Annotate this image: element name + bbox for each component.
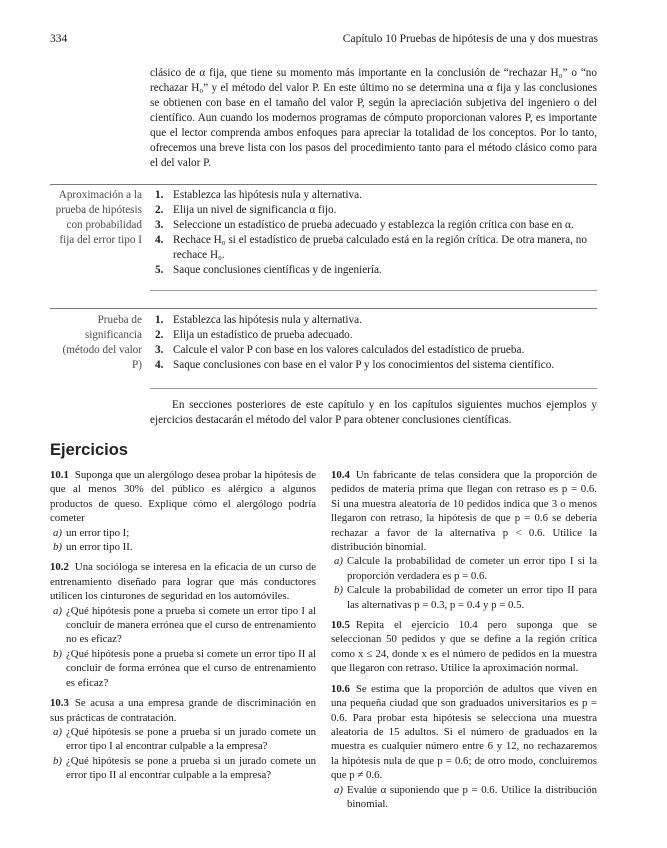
intro-line: subjetiva del ingeniero o del científico. Aun cuando los modernos programas de cómputo: [150, 97, 597, 124]
fixed-alpha-label: Aproximación a la prueba de hipótesis con probabilidad fija del error tipo I: [55, 189, 142, 246]
closing-paragraph: En secciones posteriores de este capítulo y en los capítulos siguientes muchos ejemplos y ejercicios destacarán el método del valor P para obtener conclusiones científicas.: [150, 399, 597, 426]
exercise-text: Se estima que la proporción de adultos que viven en una pequeña ciudad que son graduados universitarios es p = 0.6. Para probar esta hipótesis se selecciona una muestra aleatoria de 15 adultos. Si el número de graduados en la muestra es cualquier número entre 6 y 12, no rechazaremos la hipótesis nula de que p = 0.6; de otro modo, concluiremos que p ≠ 0.6.: [331, 682, 597, 782]
intro-line: pasos del procedimiento tanto para el método clásico como para el del valor P.: [150, 142, 598, 169]
step-item: [150, 313, 597, 328]
intro-line: y las conclusiones se obtienen con base en el tamaño del valor P, según la apreciación: [150, 82, 597, 109]
part-text: un error tipo I;: [66, 526, 130, 539]
exercise-text: Un fabricante de telas considera que la proporción de pedidos de materia prima que llegan con retraso es p = 0.6. Si una muestra aleatoria de 10 pedidos indica que 3 o menos llegaron con retraso, la hipótesis de que p = 0.6 se debería rechazar a favor de la alternativa p < 0.6. Utilice la distribución binomial.: [331, 469, 597, 554]
step-item: [150, 343, 597, 358]
part-text: Calcule la probabilidad de cometer un error tipo I si la proporción verdadera es p = 0.6.: [347, 555, 597, 582]
step-number: 1.: [155, 189, 164, 201]
exercise-10-5: [331, 618, 597, 676]
step-item: [150, 218, 597, 233]
exercise-part: [50, 604, 316, 647]
step-item: [150, 203, 597, 218]
exercise-number: 10.5: [331, 619, 350, 632]
step-number: 4.: [155, 234, 164, 246]
part-label: a): [334, 555, 343, 568]
exercise-10-2: [50, 560, 316, 690]
part-label: a): [334, 783, 343, 796]
intro-line: clásico de α fija, que tiene su momento más importante en la conclusión de “rechazar: [150, 67, 547, 79]
part-label: a): [53, 604, 62, 617]
intro-paragraph: [150, 66, 597, 171]
step-number: 5.: [155, 264, 164, 276]
exercise-10-6: [331, 682, 597, 812]
exercise-part: [331, 554, 597, 583]
step-text: Rechace H₀ si el estadístico de prueba calculado está en la región crítica. De otra manera, no rechace H₀.: [173, 234, 587, 261]
exercise-part: [50, 647, 316, 690]
part-text: Calcule la probabilidad de cometer un error tipo II para las alternativas p = 0.3, p = 0.4 y p = 0.5.: [347, 584, 597, 611]
part-text: ¿Qué hipótesis se pone a prueba si un jurado comete un error tipo II al encontrar culpable a la empresa?: [66, 754, 316, 782]
step-text: Saque conclusiones científicas y de ingeniería.: [173, 264, 382, 276]
step-number: 3.: [155, 219, 164, 231]
exercise-part: [50, 526, 316, 540]
part-text: ¿Qué hipótesis pone a prueba si comete un error tipo II al concluir de forma errónea que el curso de entrenamiento es eficaz?: [66, 647, 316, 689]
exercise-10-3: [50, 696, 316, 782]
page-number: 334: [50, 33, 68, 45]
step-text: Establezca las hipótesis nula y alternativa.: [173, 189, 362, 201]
exercise-10-1: [50, 468, 316, 554]
exercise-10-4: [331, 468, 597, 612]
step-text: Establezca las hipótesis nula y alternativa.: [173, 314, 362, 326]
intro-line: apreciar la totalidad de los conceptos. Por lo tanto, ofrecemos una breve lista con los: [150, 127, 597, 154]
exercise-number: 10.4: [331, 469, 350, 481]
fixed-alpha-steps: [150, 188, 597, 278]
section-title: Ejercicios: [50, 441, 128, 459]
part-label: b): [53, 754, 62, 767]
exercise-text: Repita el ejercicio 10.4 pero suponga que se seleccionan 50 pedidos y que se define a la región crítica como x ≤ 24, donde x es el número de pedidos en la muestra que llegaron con retraso. Utilice la aproximación normal.: [331, 619, 597, 675]
exercise-part: [331, 583, 597, 612]
step-item: [150, 233, 597, 263]
box2-bottom-rule: [150, 388, 597, 389]
exercises-right-column: [331, 468, 597, 817]
intro-line: H₀” o “no rechazar H₀” y el método del valor P. En este último no se determina una α fija: [150, 67, 597, 94]
part-text: ¿Qué hipótesis pone a prueba si comete un error tipo I al concluir de manera errónea que el curso de entrenamiento no es eficaz?: [66, 604, 317, 646]
step-item: [150, 188, 597, 203]
step-number: 3.: [155, 344, 164, 356]
part-text: Evalúe α suponiendo que p = 0.6. Utilice la distribución binomial.: [347, 783, 597, 810]
step-text: Elija un nivel de significancia α fijo.: [173, 204, 337, 216]
exercise-number: 10.2: [50, 561, 69, 574]
exercise-text: Suponga que un alergólogo desea probar la hipótesis de que al menos 30% del público es alérgico a algunos productos de queso. Explique cómo el alergólogo podría cometer: [50, 469, 316, 525]
step-item: [150, 263, 597, 278]
part-text: un error tipo II.: [66, 541, 133, 554]
exercise-part: [331, 783, 597, 812]
step-number: 4.: [155, 359, 164, 371]
part-label: b): [53, 541, 62, 554]
chapter-title: Capítulo 10 Pruebas de hipótesis de una y dos muestras: [342, 33, 598, 45]
exercise-part: [50, 725, 316, 754]
step-number: 2.: [155, 204, 164, 216]
step-text: Saque conclusiones con base en el valor P y los conocimientos del sistema científico.: [173, 359, 555, 371]
intro-line: proporcionan valores P, es importante que el lector comprenda ambos enfoques para: [150, 112, 597, 139]
part-label: b): [53, 647, 62, 660]
step-number: 1.: [155, 314, 164, 326]
exercise-part: [50, 754, 316, 783]
exercise-text: Se acusa a una empresa grande de discriminación en sus prácticas de contratación.: [50, 697, 316, 724]
step-item: [150, 328, 597, 343]
running-head: [50, 33, 598, 47]
part-label: a): [53, 526, 62, 539]
box-top-rule: [50, 184, 597, 185]
step-text: Elija un estadístico de prueba adecuado.: [173, 329, 353, 341]
exercise-text: Una socióloga se interesa en la eficacia de un curso de entrenamiento diseñado para lograr que más conductores utilicen los cinturones de seguridad en los automóviles.: [50, 561, 316, 603]
significance-label: Prueba de significancia (método del valor P): [62, 314, 142, 371]
significance-steps: [150, 313, 597, 373]
step-text: Calcule el valor P con base en los valores calculados del estadístico de prueba.: [173, 344, 525, 356]
exercise-number: 10.3: [50, 697, 69, 710]
part-text: ¿Qué hipótesis se pone a prueba si un jurado comete un error tipo I al encontrar culpable a la empresa?: [66, 725, 316, 753]
exercises-left-column: [50, 468, 316, 789]
box-mid-rule: [150, 290, 597, 291]
step-text: Seleccione un estadístico de prueba adecuado y establezca la región crítica con base en α.: [173, 219, 574, 231]
exercise-number: 10.1: [50, 469, 69, 481]
box2-top-rule: [50, 308, 597, 309]
exercise-number: 10.6: [331, 682, 350, 695]
part-label: b): [334, 584, 343, 597]
step-item: [150, 358, 597, 373]
part-label: a): [53, 725, 62, 738]
exercise-part: [50, 540, 316, 554]
step-number: 2.: [155, 329, 164, 341]
